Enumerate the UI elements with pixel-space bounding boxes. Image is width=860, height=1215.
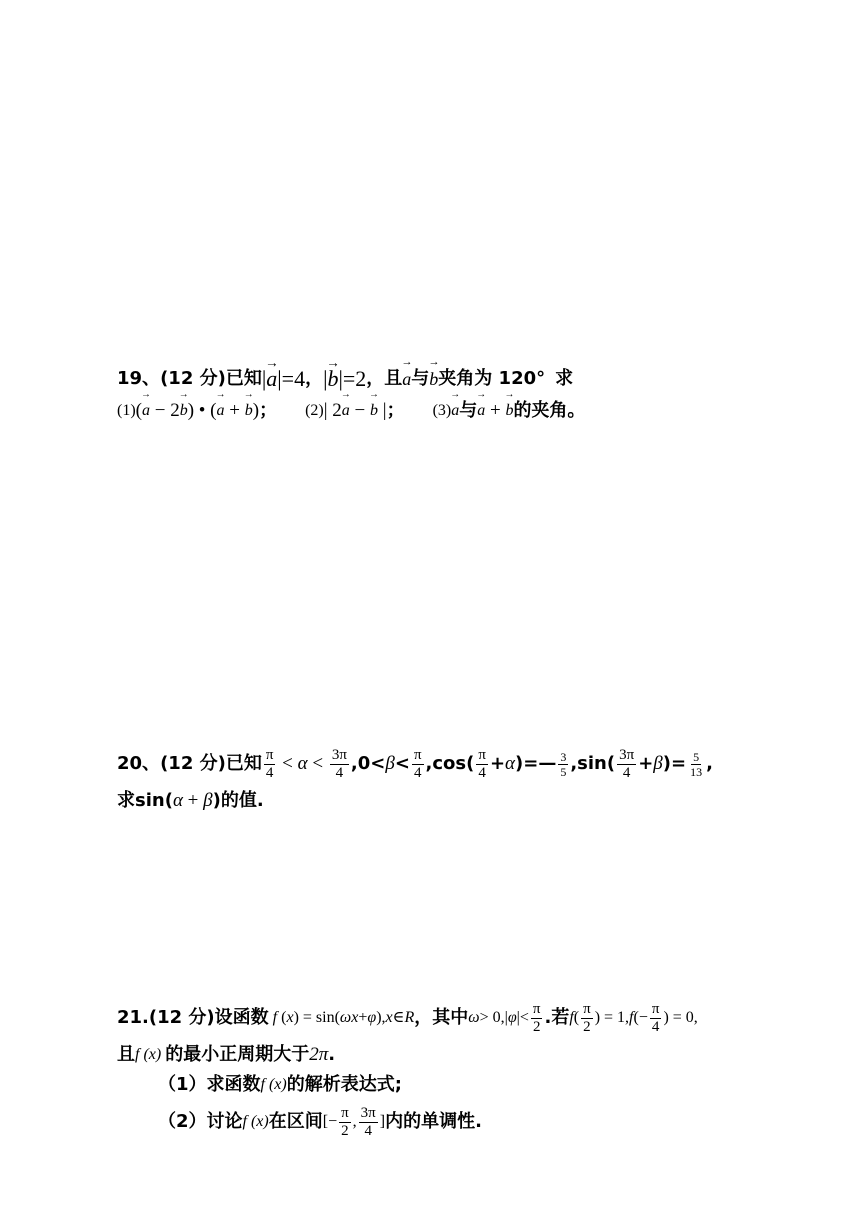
q21-line-2: 且 f (x) 的最小正周期大于 2π . xyxy=(117,1040,335,1070)
q21-part2: （2） 讨论 f (x) 在区间 [− $\frac{\pi}{2}$ , $\frac{3\pi}{4}$ ] 内的单调性. xyxy=(158,1104,482,1139)
q21-and: 且 xyxy=(117,1044,135,1065)
q19-part1-expr: ( xyxy=(135,400,142,421)
q20-line-1: 20、 (12 分) 已知 $\frac{\pi}{4}$ < α < $\frac{3\pi}{4}$ , 0 < β < $\frac{\pi}{4}$ , cos ( $\frac{\pi}{4}$ + α )=— $\frac{3}{5}$ , sin ( $\frac{3\pi}{4}$ + β )= $\frac{5}{13}$ , xyxy=(117,746,713,781)
q20-tail: 的值. xyxy=(220,790,264,811)
q21-intro: 设函数 xyxy=(214,1007,269,1028)
q21-period-text: 的最小正周期大于 xyxy=(165,1044,310,1065)
q21-number: 21. xyxy=(117,1007,149,1028)
q19-intro: 已知 xyxy=(225,368,262,389)
q21-part1-label: （1） xyxy=(158,1074,207,1095)
q20-line-2: 求 sin ( α + β ) 的值. xyxy=(117,786,264,816)
q19-part2-expr: | 2 xyxy=(323,400,342,421)
q19-vector-a: → a xyxy=(266,364,277,394)
q20-number: 20、 xyxy=(117,753,161,774)
q19-b-norm: 2 xyxy=(355,366,367,391)
q21-line-1: 21. (12 分) 设函数 f ( x ) = sin( ωx + φ ), x ∈ R ，其中 ω > 0,| φ |< $\frac{\pi}{2}$ .若 f ( $\frac{\pi}{2}$ ) = 1, f (− $\frac{\pi}{4}$ ) = 0, xyxy=(117,1000,698,1035)
q19-a-norm: 4 xyxy=(294,366,306,391)
q19-part3-label: (3) xyxy=(432,402,452,419)
q20-frac-pi-4: $\frac{\pi}{4}$ xyxy=(265,746,274,781)
q20-cos: cos xyxy=(432,753,467,774)
q19-part3-tail: 的夹角。 xyxy=(513,400,586,421)
q19-angle: 夹角为 120° xyxy=(438,368,546,389)
q19-number: 19、 xyxy=(117,368,161,389)
q21-function-def: f xyxy=(268,1009,278,1026)
q20-intro: 已知 xyxy=(225,753,262,774)
q20-frac-3pi-4: $\frac{3\pi}{4}$ xyxy=(331,746,347,781)
q21-part1: （1） 求函数 f (x) 的解析表达式; xyxy=(158,1070,402,1100)
q20-ask: 求 xyxy=(117,790,135,811)
q20-frac-5-13: $\frac{5}{13}$ xyxy=(690,749,703,779)
q19-ask: 求 xyxy=(555,368,574,389)
q20-sin: sin xyxy=(577,753,607,774)
q21-part2-label: （2） xyxy=(158,1111,207,1132)
q19-and: 且 xyxy=(384,368,403,389)
q19-line-2: (1) ( → a − 2 → b ) • ( → a + → b ) ； (2) | 2 → a − → b | ； (3) → a 与 → a + → b 的夹角。 xyxy=(117,396,585,426)
q19-part2-label: (2) xyxy=(305,402,324,419)
q21-score: (12 分) xyxy=(148,1007,215,1028)
q19-line-1: 19、 (12 分) 已知 | → a |= 4 ， | → b |= 2 ， 且 → a 与 → b 夹角为 120° 求 xyxy=(117,364,573,394)
q20-score: (12 分) xyxy=(160,753,226,774)
q19-part1-label: (1) xyxy=(117,402,136,419)
q21-two-pi: 2π xyxy=(309,1044,329,1065)
q19-score: (12 分) xyxy=(160,368,226,389)
q19-vector-b: → b xyxy=(327,364,338,394)
q20-frac-3-5: $\frac{3}{5}$ xyxy=(560,749,567,779)
